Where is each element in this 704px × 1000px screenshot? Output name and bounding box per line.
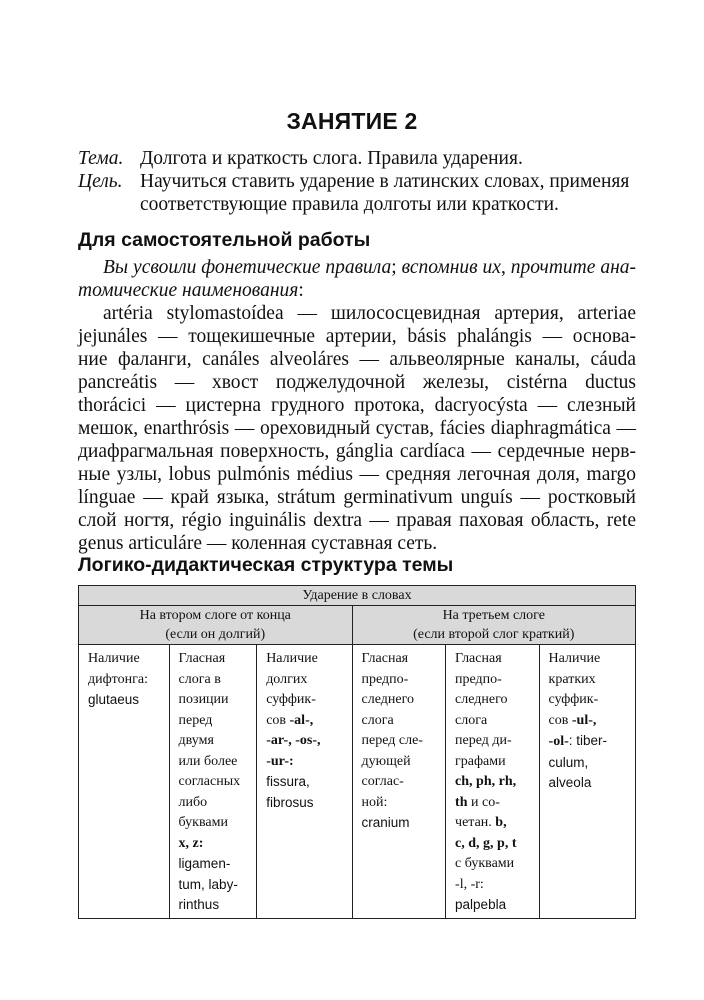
table-cell-two-consonants: Гласная слога в позиции перед двумя или более согласных либо буквами x, z: ligamen- tum, laby- rinthus <box>169 645 257 919</box>
term-line: artéria stylomastoídea — шилососцевидная артерия, arteriae <box>103 303 636 324</box>
goal-label: Цель. <box>78 171 123 192</box>
intro-line-2: томические наименования: <box>78 280 304 301</box>
topic-label: Тема. <box>78 148 124 169</box>
table-cell-diphthong: Наличие дифтонга: glutaeus <box>79 645 170 919</box>
self-study-paragraph <box>78 256 636 555</box>
stress-rules-table <box>78 585 636 919</box>
table-cell-digraphs: Гласная предпо- следнего слога перед ди- графами ch, ph, rh, th и со- четан. b, c, d, g, p, t с буквами -l, -r: palpebla <box>446 645 540 919</box>
term-line: línguae — край языка, strátum germinativum unguís — ростковый <box>78 487 636 508</box>
term-line: диафрагмальная поверхность, gánglia cardíaca — сердечные нерв- <box>78 441 636 462</box>
topic-text: Долгота и краткость слога. Правила ударения. <box>140 148 523 169</box>
table-cell-long-suffixes: Наличие долгих суффик- сов -al-, -ar-, -os-, -ur-: fissura, fibrosus <box>257 645 352 919</box>
group-header-penultimate: На втором слоге от конца (если он долгий) <box>79 606 353 645</box>
table-cell-short-suffixes: Наличие кратких суффик- сов -ul-, -ol-: tiber- culum, alveola <box>539 645 635 919</box>
table-cell-next-consonant: Гласная предпо- следнего слога перед сле- дующей соглас- ной: cranium <box>352 645 446 919</box>
term-line: ные узлы, lobus pulmónis médius — средняя легочная доля, margo <box>78 464 636 485</box>
term-line: ние фаланги, canáles alveoláres — альвеолярные каналы, cáuda <box>78 349 636 370</box>
goal-text-line1: Научиться ставить ударение в латинских словах, применяя <box>140 171 630 192</box>
term-line: genus articuláre — коленная суставная сеть. <box>78 533 438 554</box>
group-header-antepenultimate: На третьем слоге (если второй слог краткий) <box>352 606 635 645</box>
section-heading-structure: Логико-дидактическая структура темы <box>78 554 454 576</box>
section-heading-self-study: Для самостоятельной работы <box>78 229 371 251</box>
term-line: thorácici — цистерна грудного протока, dacryocýsta — слезный <box>78 395 636 416</box>
goal-text-line2: соответствующие правила долготы или краткости. <box>140 194 559 215</box>
goal-line <box>78 170 629 193</box>
term-line: слой ногтя, régio inguinális dextra — правая паховая область, rete <box>78 510 636 531</box>
intro-line: Вы усвоили фонетические правила; вспомнив их, прочтите ана- <box>103 257 637 278</box>
lesson-title: ЗАНЯТИЕ 2 <box>286 108 418 134</box>
term-line: мешок, enarthrósis — ореховидный сустав, fácies diaphragmática — <box>78 418 636 439</box>
term-line: pancreátis — хвост поджелудочной железы, cistérna ductus <box>78 372 636 393</box>
term-line: jejunáles — тощекишечные артерии, básis phalángis — основа- <box>78 326 636 347</box>
topic-line <box>78 147 523 170</box>
table-title: Ударение в словах <box>79 586 636 606</box>
